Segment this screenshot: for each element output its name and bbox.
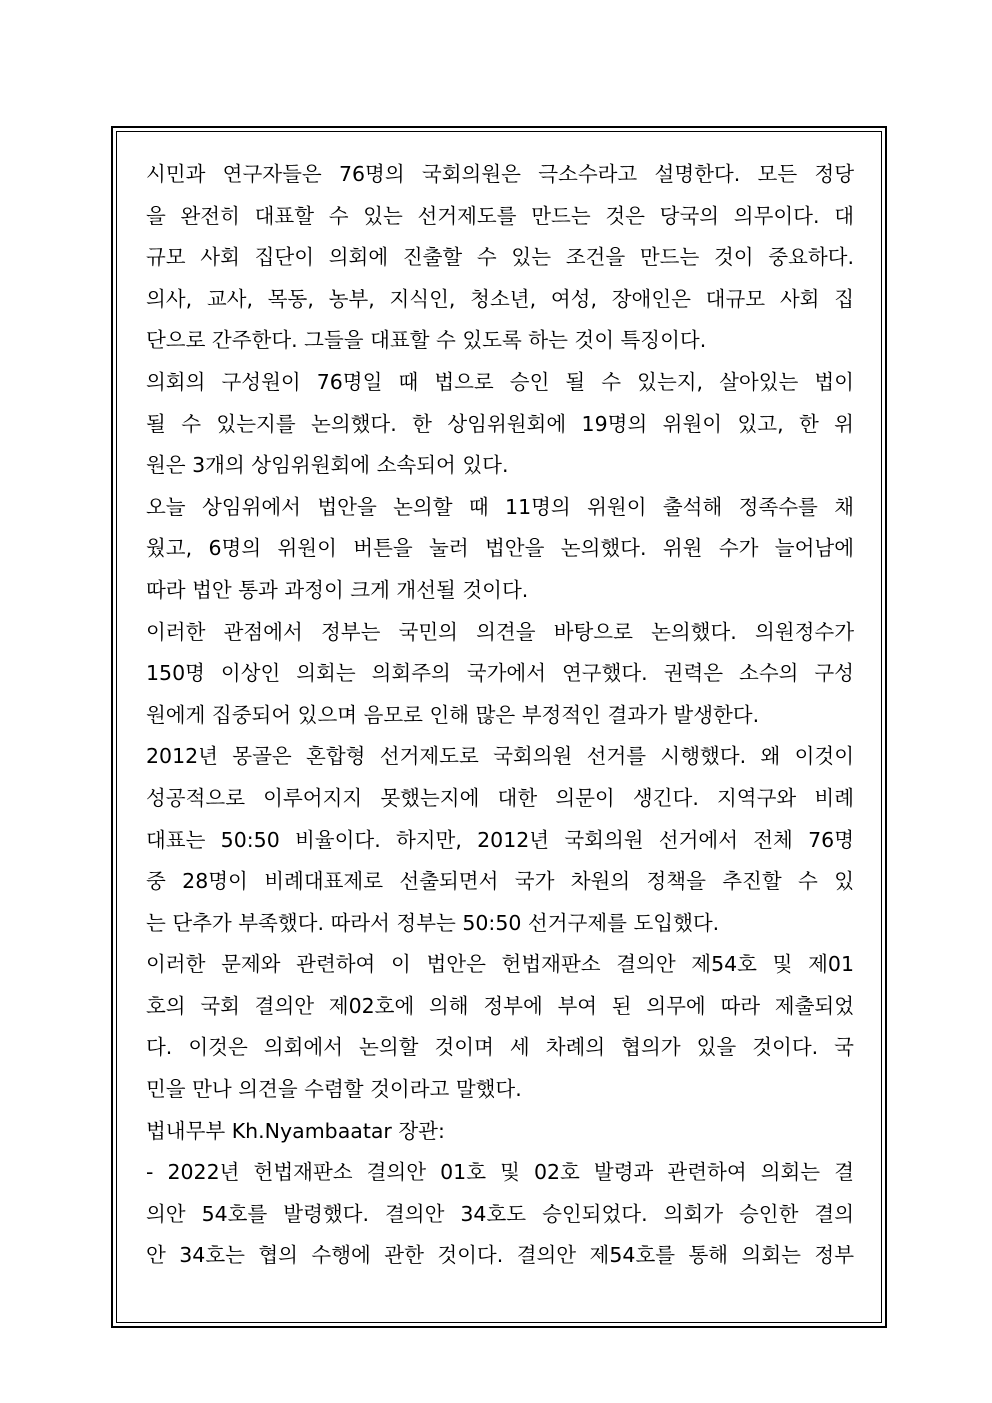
text-line: 의사, 교사, 목동, 농부, 지식인, 청소년, 여성, 장애인은 대규모 사회 집 — [146, 286, 854, 311]
text-line: 원에게 집중되어 있으며 음모로 인해 많은 부정적인 결과가 발생한다. — [146, 702, 760, 727]
text-line: - 2022년 헌법재판소 결의안 01호 및 02호 발령과 관련하여 의회는 결 — [146, 1160, 854, 1185]
text-line: 이러한 문제와 관련하여 이 법안은 헌법재판소 결의안 제54호 및 제01 — [146, 952, 854, 977]
text-line: 따라 법안 통과 과정이 크게 개선될 것이다. — [146, 577, 529, 602]
text-line: 중 28명이 비례대표제로 선출되면서 국가 차원의 정책을 추진할 수 있 — [146, 869, 854, 894]
text-line: 의안 54호를 발령했다. 결의안 34호도 승인되었다. 의회가 승인한 결의 — [146, 1201, 854, 1226]
text-line: 원은 3개의 상임위원회에 소속되어 있다. — [146, 453, 509, 478]
text-line: 법내무부 Kh.Nyambaatar 장관: — [146, 1118, 445, 1143]
text-line: 는 단추가 부족했다. 따라서 정부는 50:50 선거구제를 도입했다. — [146, 910, 720, 935]
text-line: 호의 국회 결의안 제02호에 의해 정부에 부여 된 의무에 따라 제출되었 — [146, 993, 854, 1018]
text-line: 이러한 관점에서 정부는 국민의 의견을 바탕으로 논의했다. 의원정수가 — [146, 619, 854, 644]
text-line: 2012년 몽골은 혼합형 선거제도로 국회의원 선거를 시행했다. 왜 이것이 — [146, 744, 854, 769]
document-body — [146, 154, 854, 1277]
text-line: 될 수 있는지를 논의했다. 한 상임위원회에 19명의 위원이 있고, 한 위 — [146, 411, 854, 436]
text-line: 시민과 연구자들은 76명의 국회의원은 극소수라고 설명한다. 모든 정당 — [146, 162, 854, 186]
text-line: 웠고, 6명의 위원이 버튼을 눌러 법안을 논의했다. 위원 수가 늘어남에 — [146, 536, 854, 561]
text-line: 다. 이것은 의회에서 논의할 것이며 세 차례의 협의가 있을 것이다. 국 — [146, 1035, 854, 1060]
text-line: 오늘 상임위에서 법안을 논의할 때 11명의 위원이 출석해 정족수를 채 — [146, 494, 854, 519]
text-line: 대표는 50:50 비율이다. 하지만, 2012년 국회의원 선거에서 전체 76명 — [146, 827, 854, 852]
text-line: 의회의 구성원이 76명일 때 법으로 승인 될 수 있는지, 살아있는 법이 — [146, 369, 854, 394]
text-line: 성공적으로 이루어지지 못했는지에 대한 의문이 생긴다. 지역구와 비례 — [146, 785, 854, 810]
text-line: 150명 이상인 의회는 의회주의 국가에서 연구했다. 권력은 소수의 구성 — [146, 661, 854, 686]
text-line: 민을 만나 의견을 수렴할 것이라고 말했다. — [146, 1077, 522, 1102]
text-line: 규모 사회 집단이 의회에 진출할 수 있는 조건을 만드는 것이 중요하다. — [146, 245, 854, 270]
text-line: 안 34호는 협의 수행에 관한 것이다. 결의안 제54호를 통해 의회는 정부 — [146, 1243, 854, 1268]
text-line: 단으로 간주한다. 그들을 대표할 수 있도록 하는 것이 특징이다. — [146, 328, 707, 353]
text-line: 을 완전히 대표할 수 있는 선거제도를 만드는 것은 당국의 의무이다. 대 — [146, 203, 854, 228]
